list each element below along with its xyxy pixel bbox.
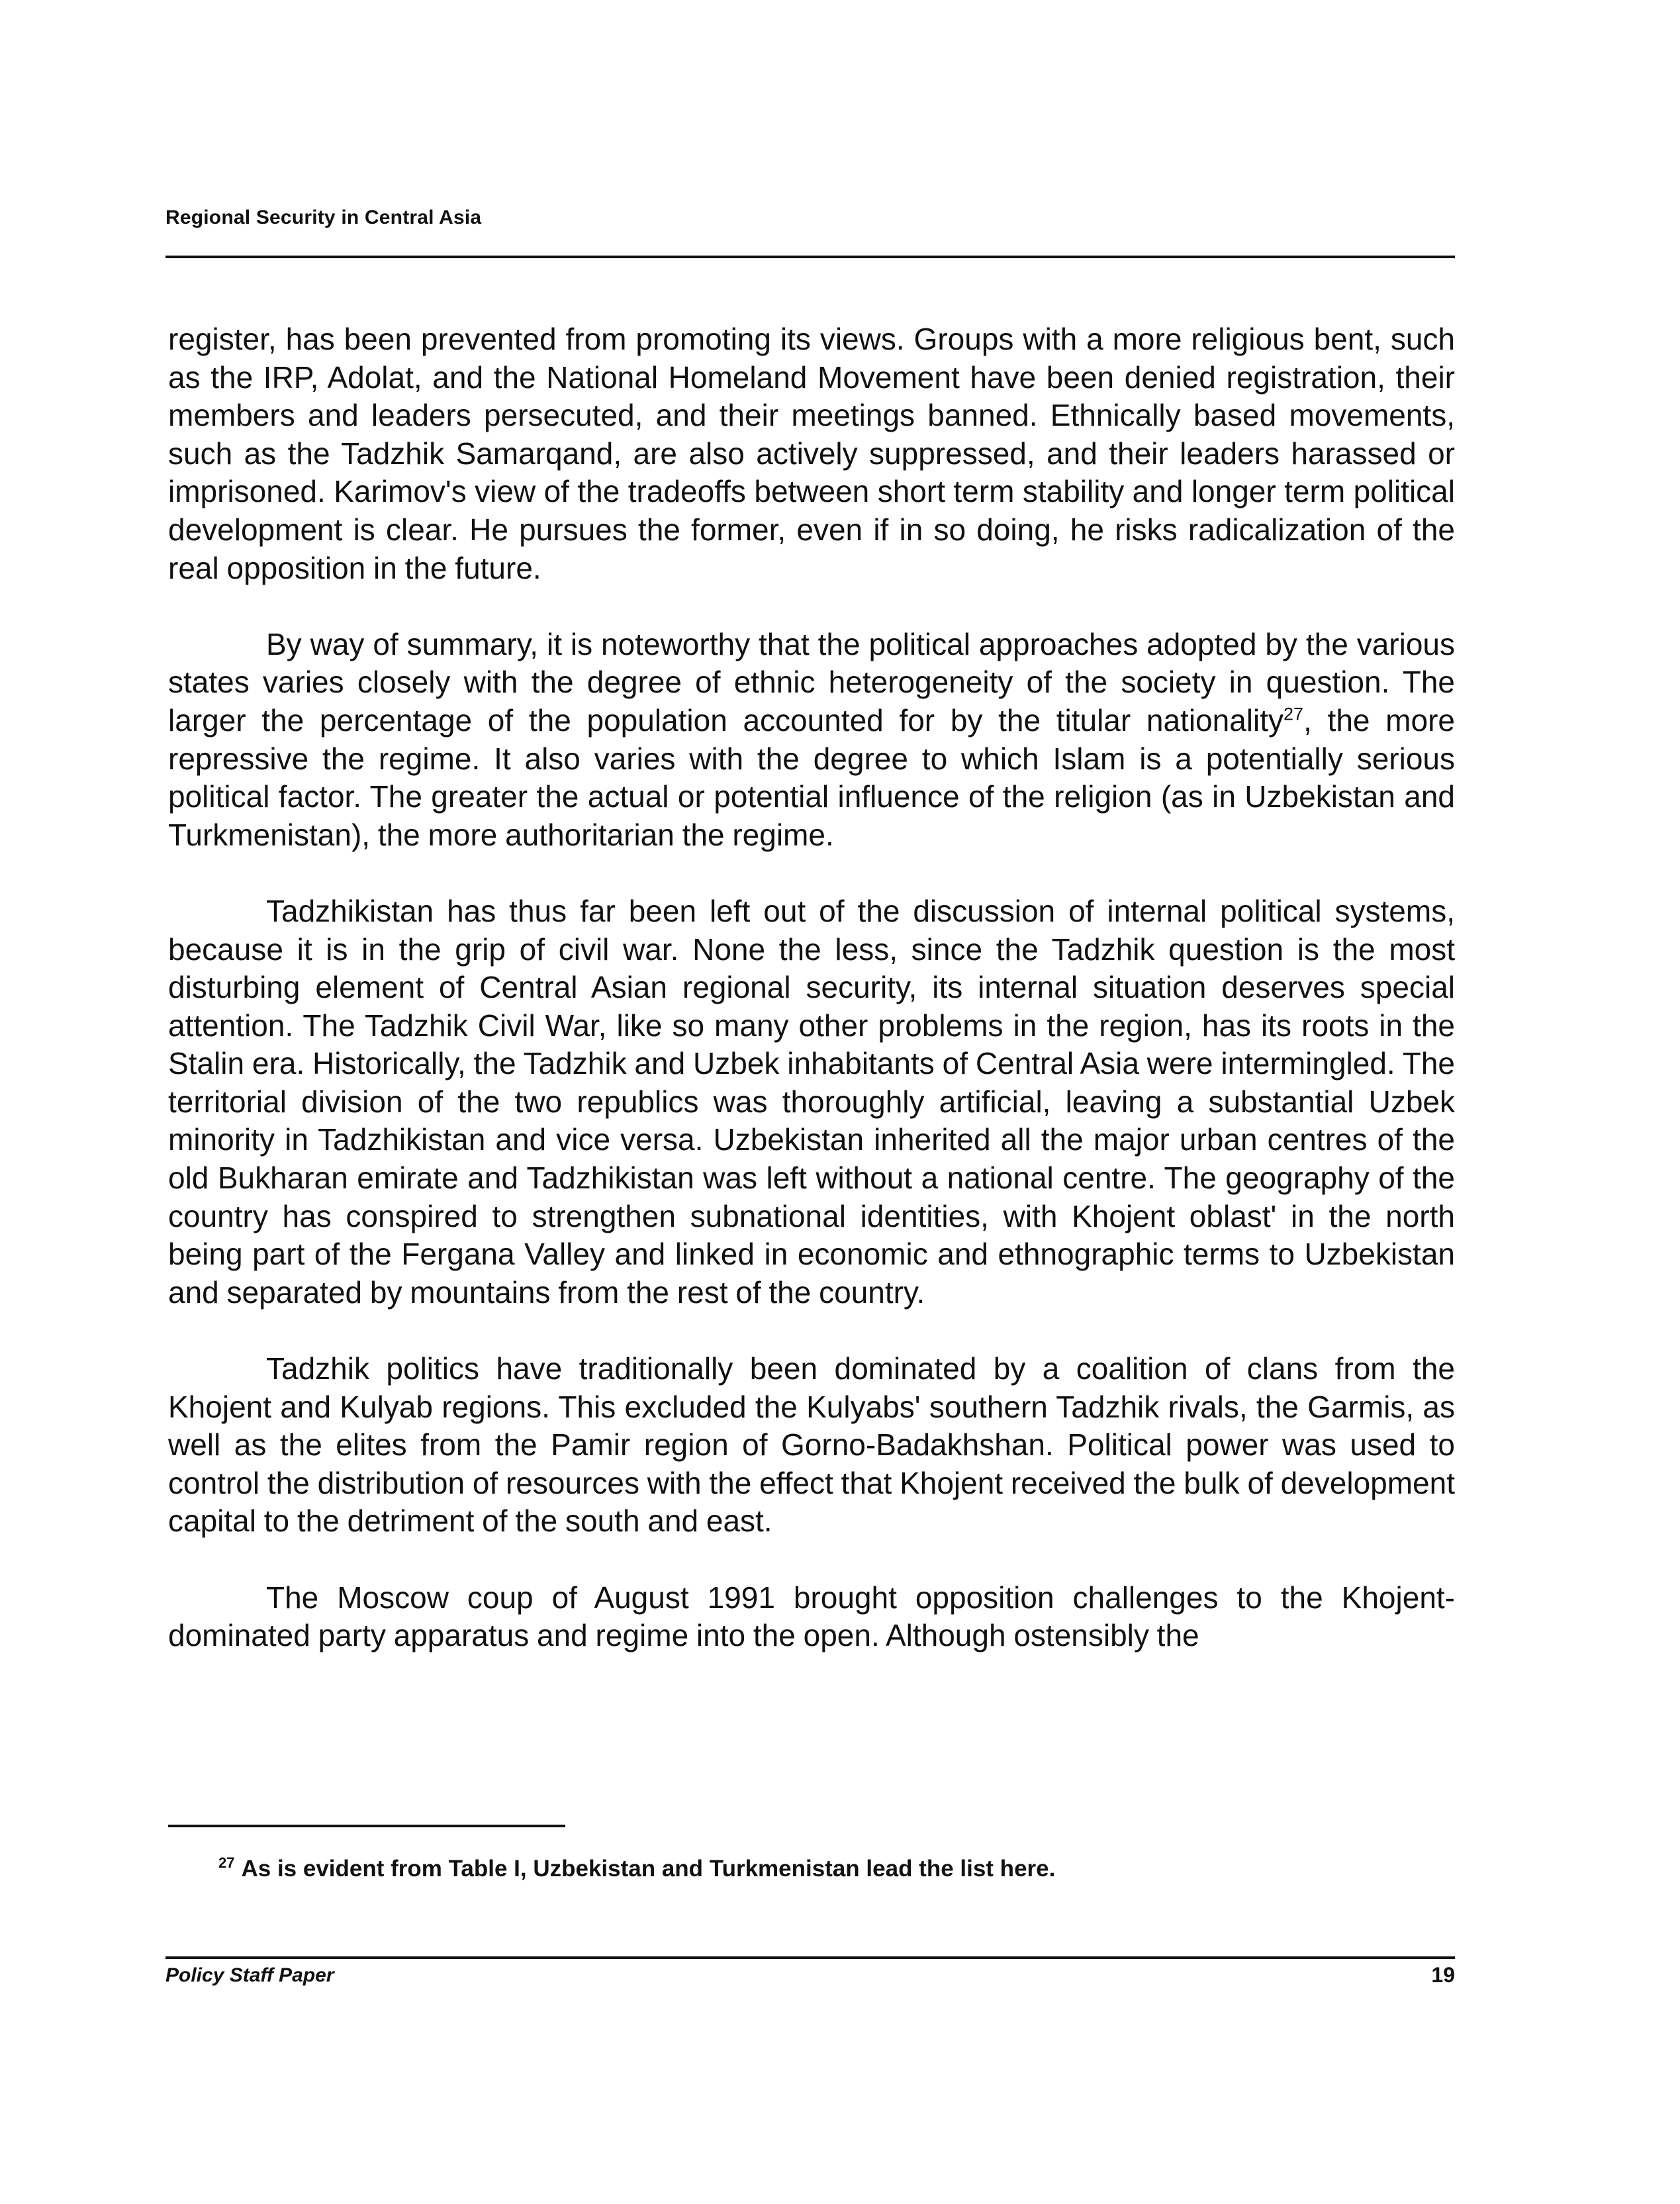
footnote: [218, 1854, 1450, 1884]
paragraph-2-continuation: , the more repressive the regime. It also varies with the degree to which Islam is a potentially serious political factor. The greater the actual or potential influence of the religion (as in Uzbekistan and Turkmenistan), the more authoritarian the regime.: [168, 702, 1455, 852]
footnote-number: 27: [218, 1854, 235, 1872]
page-number: 19: [1431, 1963, 1455, 1987]
paragraph-4: Tadzhik politics have traditionally been dominated by a coalition of clans from the Khojent and Kulyab regions. This excluded the Kulyabs' southern Tadzhik rivals, the Garmis, as well as the elites from the Pamir region of Gorno-Badakhshan. Political power was used to control the distribution of resources with the effect that Khojent received the bulk of development capital to the detriment of the south and east.: [168, 1351, 1455, 1539]
footnote-text: As is evident from Table I, Uzbekistan and Turkmenistan lead the list here.: [241, 1856, 1056, 1882]
paragraph-3: Tadzhikistan has thus far been left out of the discussion of internal political systems, because it is in the grip of civil war. None the less, since the Tadzhik question is the most disturbing element of Central Asian regional security, its internal situation deserves special attention. The Tadzhik Civil War, like so many other problems in the region, has its roots in the Stalin era. Historically, the Tadzhik and Uzbek inhabitants of Central Asia were intermingled. The territorial division of the two republics was thoroughly artificial, leaving a substantial Uzbek minority in Tadzhikistan and vice versa. Uzbekistan inherited all the major urban centres of the old Bukharan emirate and Tadzhikistan was left without a national centre. The geography of the country has conspired to strengthen subnational identities, with Khojent oblast' in the north being part of the Fergana Valley and linked in economic and ethnographic terms to Uzbekistan and separated by mountains from the rest of the country.: [168, 893, 1455, 1310]
footer-series-title: Policy Staff Paper: [165, 1964, 334, 1986]
paragraph-1: register, has been prevented from promoting its views. Groups with a more religious bent, such as the IRP, Adolat, and the National Homeland Movement have been denied registration, their members and leaders persecuted, and their meetings banned. Ethnically based movements, such as the Tadzhik Samarqand, are also actively suppressed, and their leaders harassed or imprisoned. Karimov's view of the tradeoffs between short term stability and longer term political development is clear. He pursues the former, even if in so doing, he risks radicalization of the real opposition in the future.: [168, 322, 1455, 585]
header-rule: [165, 256, 1455, 258]
footnote-rule: [168, 1825, 565, 1827]
paragraph-5: The Moscow coup of August 1991 brought opposition challenges to the Khojent-dominated party apparatus and regime into the open. Although ostensibly the: [168, 1580, 1455, 1653]
running-header-title: Regional Security in Central Asia: [165, 207, 482, 228]
paragraph-2: [168, 626, 1455, 855]
paragraph-2-text: By way of summary, it is noteworthy that the political approaches adopted by the various states varies closely with the degree of ethnic heterogeneity of the society in question. The larger the percentage of the population accounted for by the titular nationality: [168, 626, 1455, 738]
footnote-reference[interactable]: 27: [1283, 704, 1304, 724]
body-text: [168, 320, 1455, 1693]
footer-rule: [165, 1956, 1455, 1959]
